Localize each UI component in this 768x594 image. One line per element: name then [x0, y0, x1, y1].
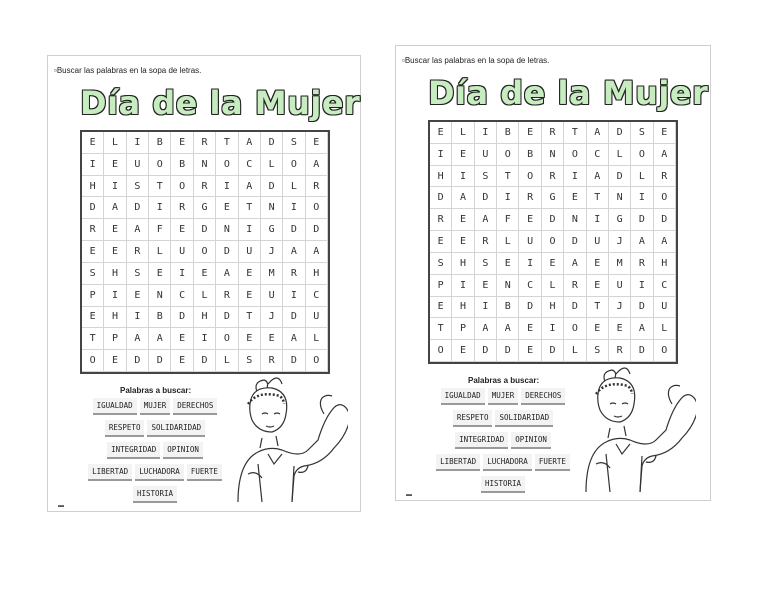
search-word: FUERTE	[187, 464, 222, 481]
search-word: FUERTE	[535, 454, 570, 471]
grid-cell: E	[430, 297, 452, 319]
grid-cell: A	[497, 318, 519, 340]
search-word: RESPETO	[453, 410, 493, 427]
grid-cell: M	[261, 263, 283, 285]
grid-cell: P	[104, 328, 126, 350]
grid-cell: O	[149, 154, 171, 176]
search-word: DERECHOS	[521, 388, 565, 405]
worksheet-right	[395, 45, 711, 501]
grid-cell: S	[587, 340, 609, 362]
grid-cell: E	[194, 263, 216, 285]
grid-cell: E	[519, 340, 541, 362]
grid-cell: E	[430, 122, 452, 144]
grid-cell: R	[194, 176, 216, 198]
grid-cell: E	[104, 350, 126, 372]
grid-cell: D	[631, 340, 653, 362]
grid-cell: R	[306, 176, 328, 198]
grid-cell: E	[239, 285, 261, 307]
grid-cell: S	[127, 176, 149, 198]
grid-cell: O	[216, 328, 238, 350]
grid-cell: E	[452, 209, 474, 231]
grid-cell: U	[519, 231, 541, 253]
grid-cell: E	[82, 132, 104, 154]
grid-cell: E	[127, 285, 149, 307]
grid-cell: F	[497, 209, 519, 231]
grid-cell: D	[654, 209, 676, 231]
grid-cell: I	[149, 197, 171, 219]
grid-cell: D	[306, 219, 328, 241]
grid-cell: H	[452, 297, 474, 319]
grid-cell: L	[609, 144, 631, 166]
grid-cell: M	[609, 253, 631, 275]
grid-cell: S	[239, 350, 261, 372]
grid-cell: R	[216, 285, 238, 307]
word-row	[80, 486, 230, 503]
grid-cell: E	[82, 241, 104, 263]
grid-cell: D	[609, 166, 631, 188]
grid-cell: A	[104, 197, 126, 219]
grid-cell: E	[104, 241, 126, 263]
grid-cell: T	[149, 176, 171, 198]
search-word: DERECHOS	[173, 398, 217, 415]
grid-cell: T	[497, 166, 519, 188]
grid-cell: N	[194, 154, 216, 176]
grid-cell: U	[609, 275, 631, 297]
grid-cell: H	[104, 263, 126, 285]
grid-cell: D	[475, 187, 497, 209]
grid-cell: L	[306, 328, 328, 350]
grid-cell: O	[82, 350, 104, 372]
grid-cell: S	[631, 122, 653, 144]
word-row	[80, 464, 230, 481]
search-word: RESPETO	[105, 420, 145, 437]
grid-cell: D	[609, 122, 631, 144]
grid-cell: R	[542, 166, 564, 188]
grid-cell: D	[542, 209, 564, 231]
word-row	[428, 454, 578, 471]
grid-cell: T	[239, 307, 261, 329]
grid-cell: D	[127, 350, 149, 372]
grid-cell: H	[82, 176, 104, 198]
grid-cell: C	[171, 285, 193, 307]
grid-cell: R	[542, 122, 564, 144]
grid-cell: J	[261, 241, 283, 263]
grid-cell: B	[519, 144, 541, 166]
grid-cell: E	[430, 231, 452, 253]
grid-cell: P	[452, 318, 474, 340]
grid-cell: D	[519, 297, 541, 319]
grid-cell: O	[564, 318, 586, 340]
grid-cell: S	[82, 263, 104, 285]
word-row	[428, 410, 578, 427]
search-word: HISTORIA	[481, 476, 525, 493]
grid-cell: F	[149, 219, 171, 241]
search-word: MUJER	[140, 398, 171, 415]
grid-cell: A	[283, 241, 305, 263]
grid-cell: D	[631, 209, 653, 231]
grid-cell: O	[306, 197, 328, 219]
grid-cell: J	[609, 297, 631, 319]
grid-cell: D	[149, 350, 171, 372]
search-word: OPINION	[511, 432, 551, 449]
grid-cell: D	[82, 197, 104, 219]
grid-cell: O	[542, 231, 564, 253]
grid-cell: D	[216, 307, 238, 329]
grid-cell: D	[127, 197, 149, 219]
grid-cell: N	[609, 187, 631, 209]
grid-cell: A	[452, 187, 474, 209]
grid-cell: I	[452, 275, 474, 297]
grid-cell: N	[564, 209, 586, 231]
grid-cell: D	[564, 297, 586, 319]
word-list	[80, 398, 230, 508]
grid-cell: D	[283, 350, 305, 372]
grid-cell: J	[261, 307, 283, 329]
grid-cell: L	[564, 340, 586, 362]
grid-cell: U	[261, 285, 283, 307]
grid-cell: A	[587, 166, 609, 188]
grid-cell: R	[609, 340, 631, 362]
grid-cell: G	[261, 219, 283, 241]
grid-cell: P	[430, 275, 452, 297]
grid-cell: I	[475, 297, 497, 319]
grid-cell: O	[171, 176, 193, 198]
grid-cell: E	[171, 132, 193, 154]
grid-cell: I	[104, 285, 126, 307]
instruction-text: ▫Buscar las palabras en la sopa de letras.	[54, 66, 202, 75]
grid-cell: D	[564, 231, 586, 253]
grid-cell: I	[631, 275, 653, 297]
grid-cell: E	[452, 340, 474, 362]
search-word: INTEGRIDAD	[455, 432, 508, 449]
worksheet-title: Día de la Mujer	[80, 84, 361, 122]
grid-cell: T	[82, 328, 104, 350]
grid-cell: L	[261, 154, 283, 176]
words-heading: Palabras a buscar:	[468, 376, 540, 385]
grid-cell: B	[171, 154, 193, 176]
grid-cell: H	[542, 297, 564, 319]
grid-cell: S	[127, 263, 149, 285]
grid-cell: E	[239, 263, 261, 285]
grid-cell: H	[306, 263, 328, 285]
grid-cell: L	[542, 275, 564, 297]
woman-flexing-arm-illustration	[576, 364, 696, 494]
grid-cell: D	[283, 307, 305, 329]
grid-cell: C	[654, 275, 676, 297]
grid-cell: G	[609, 209, 631, 231]
grid-cell: T	[430, 318, 452, 340]
grid-cell: I	[239, 219, 261, 241]
grid-cell: I	[283, 285, 305, 307]
grid-cell: E	[519, 122, 541, 144]
search-word: SOLIDARIDAD	[495, 410, 553, 427]
grid-cell: I	[127, 132, 149, 154]
grid-cell: L	[104, 132, 126, 154]
search-word: HISTORIA	[133, 486, 177, 503]
grid-cell: R	[171, 197, 193, 219]
grid-cell: E	[171, 219, 193, 241]
grid-cell: D	[283, 219, 305, 241]
search-word: IGUALDAD	[441, 388, 485, 405]
grid-cell: N	[542, 144, 564, 166]
grid-cell: T	[239, 197, 261, 219]
grid-cell: L	[452, 122, 474, 144]
grid-cell: I	[587, 209, 609, 231]
grid-cell: A	[149, 328, 171, 350]
grid-cell: D	[497, 340, 519, 362]
grid-cell: A	[654, 231, 676, 253]
grid-cell: D	[430, 187, 452, 209]
grid-cell: T	[216, 132, 238, 154]
grid-cell: R	[519, 187, 541, 209]
grid-cell: E	[497, 253, 519, 275]
grid-cell: S	[475, 166, 497, 188]
grid-cell: E	[654, 122, 676, 144]
grid-cell: I	[631, 187, 653, 209]
grid-cell: I	[430, 144, 452, 166]
grid-cell: O	[519, 166, 541, 188]
grid-cell: H	[654, 253, 676, 275]
search-word: MUJER	[488, 388, 519, 405]
grid-cell: N	[261, 197, 283, 219]
grid-cell: D	[216, 241, 238, 263]
grid-cell: E	[475, 275, 497, 297]
grid-cell: D	[194, 219, 216, 241]
grid-cell: T	[587, 187, 609, 209]
grid-cell: I	[171, 263, 193, 285]
grid-cell: O	[654, 340, 676, 362]
grid-cell: E	[452, 231, 474, 253]
grid-cell: S	[475, 253, 497, 275]
grid-cell: C	[587, 144, 609, 166]
grid-cell: O	[564, 144, 586, 166]
grid-cell: E	[587, 253, 609, 275]
grid-cell: L	[497, 231, 519, 253]
grid-cell: L	[654, 318, 676, 340]
grid-cell: O	[306, 350, 328, 372]
grid-cell: O	[283, 154, 305, 176]
grid-cell: I	[452, 166, 474, 188]
grid-cell: R	[82, 219, 104, 241]
grid-cell: O	[430, 340, 452, 362]
grid-cell: E	[306, 132, 328, 154]
word-row	[80, 442, 230, 459]
grid-cell: E	[149, 263, 171, 285]
grid-cell: C	[306, 285, 328, 307]
grid-cell: E	[171, 328, 193, 350]
grid-cell: U	[306, 307, 328, 329]
grid-cell: E	[519, 209, 541, 231]
grid-cell: R	[631, 253, 653, 275]
grid-cell: D	[171, 307, 193, 329]
grid-cell: A	[654, 144, 676, 166]
grid-cell: L	[149, 241, 171, 263]
word-search-grid	[428, 120, 678, 364]
grid-cell: O	[497, 144, 519, 166]
grid-cell: N	[149, 285, 171, 307]
grid-cell: E	[82, 307, 104, 329]
grid-cell: D	[261, 132, 283, 154]
grid-cell: U	[654, 297, 676, 319]
grid-cell: A	[587, 122, 609, 144]
grid-cell: D	[194, 350, 216, 372]
grid-cell: T	[587, 297, 609, 319]
grid-cell: E	[542, 253, 564, 275]
grid-cell: O	[654, 187, 676, 209]
grid-cell: A	[631, 231, 653, 253]
grid-cell: A	[475, 318, 497, 340]
grid-cell: R	[475, 231, 497, 253]
grid-cell: I	[519, 253, 541, 275]
grid-cell: R	[261, 350, 283, 372]
grid-cell: O	[631, 144, 653, 166]
grid-cell: E	[104, 154, 126, 176]
grid-cell: G	[542, 187, 564, 209]
grid-cell: E	[587, 275, 609, 297]
grid-cell: R	[127, 241, 149, 263]
grid-cell: E	[171, 350, 193, 372]
grid-cell: I	[194, 328, 216, 350]
grid-cell: I	[283, 197, 305, 219]
grid-cell: A	[564, 253, 586, 275]
grid-cell: A	[127, 219, 149, 241]
grid-cell: C	[519, 275, 541, 297]
word-row	[428, 388, 578, 405]
grid-cell: R	[654, 166, 676, 188]
search-word: LUCHADORA	[483, 454, 532, 471]
grid-cell: E	[239, 328, 261, 350]
grid-cell: E	[587, 318, 609, 340]
grid-cell: U	[127, 154, 149, 176]
grid-cell: H	[452, 253, 474, 275]
grid-cell: N	[497, 275, 519, 297]
search-word: LIBERTAD	[88, 464, 132, 481]
grid-cell: D	[631, 297, 653, 319]
grid-cell: B	[497, 297, 519, 319]
grid-cell: A	[631, 318, 653, 340]
footer-mark: ▬	[406, 492, 412, 498]
grid-cell: E	[261, 328, 283, 350]
word-row	[80, 398, 230, 415]
grid-cell: I	[497, 187, 519, 209]
grid-cell: L	[216, 350, 238, 372]
grid-cell: B	[149, 132, 171, 154]
search-word: INTEGRIDAD	[107, 442, 160, 459]
grid-cell: H	[104, 307, 126, 329]
grid-cell: G	[194, 197, 216, 219]
word-row	[80, 420, 230, 437]
grid-cell: L	[194, 285, 216, 307]
grid-cell: A	[127, 328, 149, 350]
grid-cell: I	[82, 154, 104, 176]
grid-cell: T	[564, 122, 586, 144]
grid-cell: I	[216, 176, 238, 198]
grid-cell: U	[171, 241, 193, 263]
grid-cell: H	[430, 166, 452, 188]
grid-cell: R	[194, 132, 216, 154]
grid-cell: U	[239, 241, 261, 263]
grid-cell: R	[564, 275, 586, 297]
word-list	[428, 388, 578, 498]
grid-cell: N	[216, 219, 238, 241]
search-word: SOLIDARIDAD	[147, 420, 205, 437]
grid-cell: J	[609, 231, 631, 253]
grid-cell: I	[104, 176, 126, 198]
grid-cell: A	[283, 328, 305, 350]
grid-cell: P	[82, 285, 104, 307]
grid-cell: R	[430, 209, 452, 231]
grid-cell: A	[306, 154, 328, 176]
word-row	[428, 432, 578, 449]
word-search-grid	[80, 130, 330, 374]
grid-cell: L	[631, 166, 653, 188]
grid-cell: A	[475, 209, 497, 231]
grid-cell: D	[542, 340, 564, 362]
grid-cell: S	[430, 253, 452, 275]
grid-cell: I	[542, 318, 564, 340]
worksheet-left	[47, 55, 361, 512]
grid-cell: H	[194, 307, 216, 329]
grid-cell: E	[104, 219, 126, 241]
grid-cell: S	[283, 132, 305, 154]
grid-cell: E	[452, 144, 474, 166]
grid-cell: A	[306, 241, 328, 263]
grid-cell: B	[497, 122, 519, 144]
worksheet-title: Día de la Mujer	[428, 74, 709, 112]
grid-cell: E	[519, 318, 541, 340]
grid-cell: E	[564, 187, 586, 209]
woman-flexing-arm-illustration	[228, 374, 348, 504]
grid-cell: B	[149, 307, 171, 329]
grid-cell: A	[216, 263, 238, 285]
grid-cell: D	[475, 340, 497, 362]
footer-mark: ▬	[58, 503, 64, 509]
search-word: LIBERTAD	[436, 454, 480, 471]
grid-cell: D	[261, 176, 283, 198]
grid-cell: O	[194, 241, 216, 263]
grid-cell: I	[127, 307, 149, 329]
word-row	[428, 476, 578, 493]
grid-cell: O	[216, 154, 238, 176]
search-word: OPINION	[163, 442, 203, 459]
grid-cell: A	[239, 176, 261, 198]
instruction-text: ▫Buscar las palabras en la sopa de letras.	[402, 56, 550, 65]
grid-cell: R	[283, 263, 305, 285]
grid-cell: I	[564, 166, 586, 188]
grid-cell: A	[239, 132, 261, 154]
grid-cell: U	[475, 144, 497, 166]
grid-cell: U	[587, 231, 609, 253]
grid-cell: I	[475, 122, 497, 144]
grid-cell: E	[216, 197, 238, 219]
search-word: IGUALDAD	[93, 398, 137, 415]
grid-cell: C	[239, 154, 261, 176]
grid-cell: E	[609, 318, 631, 340]
grid-cell: L	[283, 176, 305, 198]
search-word: LUCHADORA	[135, 464, 184, 481]
words-heading: Palabras a buscar:	[120, 386, 192, 395]
